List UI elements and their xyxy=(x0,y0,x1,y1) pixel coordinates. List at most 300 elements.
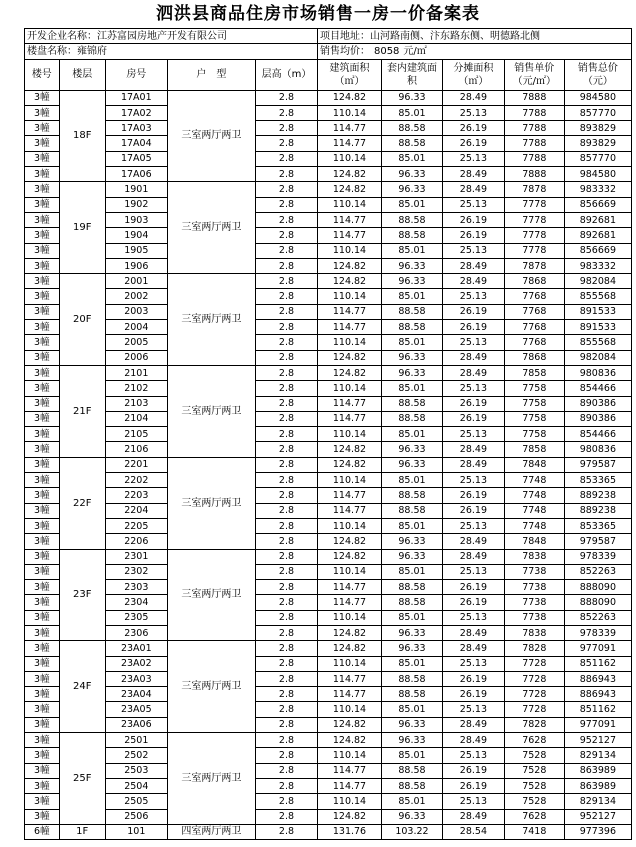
cell-gross-area: 114.77 xyxy=(317,671,381,686)
cell-height: 2.8 xyxy=(256,717,318,732)
cell-height: 2.8 xyxy=(256,365,318,380)
cell-building: 3幢 xyxy=(25,625,60,640)
cell-inner-area: 88.58 xyxy=(382,488,443,503)
cell-total-price: 890386 xyxy=(564,411,631,426)
table-row xyxy=(25,304,632,319)
header-row xyxy=(25,59,632,90)
cell-gross-area: 124.82 xyxy=(317,641,381,656)
cell-inner-area: 85.01 xyxy=(382,564,443,579)
cell-shared-area: 26.19 xyxy=(442,580,504,595)
cell-inner-area: 85.01 xyxy=(382,794,443,809)
cell-inner-area: 85.01 xyxy=(382,610,443,625)
cell-building: 3幢 xyxy=(25,350,60,365)
cell-shared-area: 26.19 xyxy=(442,212,504,227)
cell-inner-area: 85.01 xyxy=(382,518,443,533)
cell-unit-price: 7728 xyxy=(504,656,564,671)
cell-total-price: 829134 xyxy=(564,794,631,809)
cell-floor: 21F xyxy=(59,365,105,457)
cell-room: 2305 xyxy=(105,610,167,625)
cell-unit-price: 7768 xyxy=(504,304,564,319)
cell-building: 3幢 xyxy=(25,564,60,579)
cell-room: 2104 xyxy=(105,411,167,426)
cell-floor: 20F xyxy=(59,274,105,366)
cell-inner-area: 96.33 xyxy=(382,365,443,380)
table-row xyxy=(25,610,632,625)
cell-total-price: 982084 xyxy=(564,274,631,289)
cell-height: 2.8 xyxy=(256,778,318,793)
cell-unit-price: 7748 xyxy=(504,518,564,533)
cell-height: 2.8 xyxy=(256,304,318,319)
cell-height: 2.8 xyxy=(256,243,318,258)
cell-shared-area: 25.13 xyxy=(442,381,504,396)
table-row xyxy=(25,167,632,182)
cell-room: 2206 xyxy=(105,534,167,549)
cell-total-price: 891533 xyxy=(564,320,631,335)
cell-total-price: 856669 xyxy=(564,243,631,258)
cell-room: 1902 xyxy=(105,197,167,212)
cell-total-price: 893829 xyxy=(564,121,631,136)
cell-gross-area: 124.82 xyxy=(317,258,381,273)
cell-total-price: 979587 xyxy=(564,457,631,472)
cell-building: 3幢 xyxy=(25,381,60,396)
table-row xyxy=(25,748,632,763)
cell-building: 3幢 xyxy=(25,610,60,625)
table-row xyxy=(25,580,632,595)
cell-gross-area: 124.82 xyxy=(317,167,381,182)
cell-inner-area: 96.33 xyxy=(382,442,443,457)
cell-room: 23A06 xyxy=(105,717,167,732)
cell-room: 2102 xyxy=(105,381,167,396)
cell-gross-area: 110.14 xyxy=(317,656,381,671)
cell-shared-area: 28.54 xyxy=(442,824,504,839)
cell-unit-price: 7748 xyxy=(504,503,564,518)
cell-height: 2.8 xyxy=(256,212,318,227)
header-inner-area: 套内建筑面积 xyxy=(382,59,443,90)
cell-building: 3幢 xyxy=(25,534,60,549)
cell-shared-area: 28.49 xyxy=(442,274,504,289)
cell-total-price: 853365 xyxy=(564,518,631,533)
cell-total-price: 982084 xyxy=(564,350,631,365)
cell-shared-area: 28.49 xyxy=(442,258,504,273)
cell-inner-area: 88.58 xyxy=(382,121,443,136)
cell-shared-area: 25.13 xyxy=(442,151,504,166)
cell-total-price: 863989 xyxy=(564,763,631,778)
table-row xyxy=(25,687,632,702)
table-row xyxy=(25,381,632,396)
cell-room: 2503 xyxy=(105,763,167,778)
cell-building: 3幢 xyxy=(25,733,60,748)
table-row xyxy=(25,763,632,778)
cell-height: 2.8 xyxy=(256,518,318,533)
cell-gross-area: 114.77 xyxy=(317,580,381,595)
cell-height: 2.8 xyxy=(256,702,318,717)
cell-floor: 23F xyxy=(59,549,105,641)
cell-inner-area: 96.33 xyxy=(382,641,443,656)
cell-height: 2.8 xyxy=(256,549,318,564)
cell-room: 2502 xyxy=(105,748,167,763)
table-row xyxy=(25,212,632,227)
cell-shared-area: 26.19 xyxy=(442,595,504,610)
cell-gross-area: 114.77 xyxy=(317,136,381,151)
cell-gross-area: 124.82 xyxy=(317,274,381,289)
cell-gross-area: 110.14 xyxy=(317,105,381,120)
cell-total-price: 977091 xyxy=(564,641,631,656)
cell-inner-area: 103.22 xyxy=(382,824,443,839)
cell-building: 3幢 xyxy=(25,228,60,243)
table-row xyxy=(25,625,632,640)
cell-building: 3幢 xyxy=(25,365,60,380)
cell-unit-price: 7848 xyxy=(504,534,564,549)
cell-floor: 24F xyxy=(59,641,105,733)
cell-unit-price: 7878 xyxy=(504,258,564,273)
cell-gross-area: 124.82 xyxy=(317,350,381,365)
cell-inner-area: 96.33 xyxy=(382,457,443,472)
cell-gross-area: 124.82 xyxy=(317,733,381,748)
cell-shared-area: 25.13 xyxy=(442,473,504,488)
cell-unit-price: 7738 xyxy=(504,564,564,579)
cell-shared-area: 28.49 xyxy=(442,182,504,197)
cell-shared-area: 26.19 xyxy=(442,320,504,335)
cell-unit-price: 7888 xyxy=(504,167,564,182)
cell-gross-area: 114.77 xyxy=(317,228,381,243)
cell-total-price: 978339 xyxy=(564,549,631,564)
cell-total-price: 856669 xyxy=(564,197,631,212)
cell-unit-price: 7758 xyxy=(504,411,564,426)
cell-building: 3幢 xyxy=(25,243,60,258)
cell-total-price: 983332 xyxy=(564,182,631,197)
cell-room: 1906 xyxy=(105,258,167,273)
cell-height: 2.8 xyxy=(256,534,318,549)
cell-unit-price: 7628 xyxy=(504,809,564,824)
cell-building: 3幢 xyxy=(25,411,60,426)
cell-total-price: 952127 xyxy=(564,809,631,824)
cell-gross-area: 114.77 xyxy=(317,121,381,136)
table-row xyxy=(25,518,632,533)
cell-total-price: 984580 xyxy=(564,90,631,105)
info-row-1 xyxy=(25,29,632,44)
cell-height: 2.8 xyxy=(256,396,318,411)
cell-height: 2.8 xyxy=(256,442,318,457)
cell-total-price: 857770 xyxy=(564,105,631,120)
header-gross-area: 建筑面积（㎡） xyxy=(317,59,381,90)
cell-unit-price: 7748 xyxy=(504,488,564,503)
cell-gross-area: 124.82 xyxy=(317,365,381,380)
cell-unit-price: 7728 xyxy=(504,687,564,702)
cell-building: 3幢 xyxy=(25,167,60,182)
table-row xyxy=(25,717,632,732)
table-row xyxy=(25,121,632,136)
cell-inner-area: 85.01 xyxy=(382,243,443,258)
cell-layout: 三室两厅两卫 xyxy=(167,457,255,549)
cell-layout: 三室两厅两卫 xyxy=(167,274,255,366)
cell-inner-area: 88.58 xyxy=(382,228,443,243)
cell-layout: 三室两厅两卫 xyxy=(167,733,255,825)
table-row xyxy=(25,396,632,411)
cell-height: 2.8 xyxy=(256,90,318,105)
cell-building: 3幢 xyxy=(25,274,60,289)
cell-height: 2.8 xyxy=(256,687,318,702)
cell-building: 3幢 xyxy=(25,427,60,442)
cell-unit-price: 7778 xyxy=(504,243,564,258)
cell-height: 2.8 xyxy=(256,794,318,809)
cell-height: 2.8 xyxy=(256,671,318,686)
cell-gross-area: 114.77 xyxy=(317,396,381,411)
table-row xyxy=(25,151,632,166)
cell-building: 3幢 xyxy=(25,136,60,151)
cell-total-price: 892681 xyxy=(564,228,631,243)
cell-room: 1903 xyxy=(105,212,167,227)
cell-unit-price: 7758 xyxy=(504,381,564,396)
cell-floor: 19F xyxy=(59,182,105,274)
cell-gross-area: 114.77 xyxy=(317,304,381,319)
cell-layout: 三室两厅两卫 xyxy=(167,365,255,457)
table-row xyxy=(25,350,632,365)
cell-layout: 三室两厅两卫 xyxy=(167,641,255,733)
cell-unit-price: 7778 xyxy=(504,228,564,243)
cell-layout: 三室两厅两卫 xyxy=(167,182,255,274)
cell-gross-area: 114.77 xyxy=(317,320,381,335)
cell-height: 2.8 xyxy=(256,503,318,518)
cell-building: 6幢 xyxy=(25,824,60,839)
cell-building: 3幢 xyxy=(25,656,60,671)
cell-total-price: 893829 xyxy=(564,136,631,151)
cell-room: 2501 xyxy=(105,733,167,748)
cell-total-price: 855568 xyxy=(564,335,631,350)
cell-shared-area: 28.49 xyxy=(442,442,504,457)
cell-inner-area: 96.33 xyxy=(382,733,443,748)
cell-inner-area: 88.58 xyxy=(382,595,443,610)
cell-gross-area: 110.14 xyxy=(317,243,381,258)
cell-building: 3幢 xyxy=(25,258,60,273)
cell-total-price: 977091 xyxy=(564,717,631,732)
cell-height: 2.8 xyxy=(256,289,318,304)
table-row xyxy=(25,243,632,258)
table-row xyxy=(25,473,632,488)
cell-inner-area: 85.01 xyxy=(382,381,443,396)
table-row xyxy=(25,534,632,549)
header-floor: 楼层 xyxy=(59,59,105,90)
cell-inner-area: 85.01 xyxy=(382,427,443,442)
cell-total-price: 889238 xyxy=(564,488,631,503)
cell-gross-area: 110.14 xyxy=(317,197,381,212)
table-row xyxy=(25,656,632,671)
cell-building: 3幢 xyxy=(25,794,60,809)
header-room: 房号 xyxy=(105,59,167,90)
cell-height: 2.8 xyxy=(256,733,318,748)
cell-height: 2.8 xyxy=(256,824,318,839)
cell-total-price: 890386 xyxy=(564,396,631,411)
cell-unit-price: 7748 xyxy=(504,473,564,488)
cell-total-price: 977396 xyxy=(564,824,631,839)
cell-shared-area: 28.49 xyxy=(442,625,504,640)
cell-total-price: 829134 xyxy=(564,748,631,763)
cell-shared-area: 26.19 xyxy=(442,396,504,411)
cell-gross-area: 124.82 xyxy=(317,182,381,197)
cell-room: 17A01 xyxy=(105,90,167,105)
cell-room: 2505 xyxy=(105,794,167,809)
cell-layout: 四室两厅两卫 xyxy=(167,824,255,839)
cell-shared-area: 26.19 xyxy=(442,411,504,426)
cell-gross-area: 110.14 xyxy=(317,427,381,442)
cell-shared-area: 28.49 xyxy=(442,350,504,365)
header-total-price: 销售总价（元） xyxy=(564,59,631,90)
cell-building: 3幢 xyxy=(25,105,60,120)
average-price xyxy=(317,44,631,59)
cell-building: 3幢 xyxy=(25,90,60,105)
cell-shared-area: 28.49 xyxy=(442,457,504,472)
cell-gross-area: 110.14 xyxy=(317,289,381,304)
cell-unit-price: 7788 xyxy=(504,136,564,151)
project-address: 项目地址：山河路南侧、汴东路东侧、明德路北侧 xyxy=(317,29,631,44)
cell-room: 2506 xyxy=(105,809,167,824)
cell-gross-area: 110.14 xyxy=(317,610,381,625)
cell-shared-area: 25.13 xyxy=(442,748,504,763)
cell-inner-area: 96.33 xyxy=(382,809,443,824)
cell-room: 2005 xyxy=(105,335,167,350)
cell-height: 2.8 xyxy=(256,595,318,610)
cell-room: 2204 xyxy=(105,503,167,518)
cell-unit-price: 7788 xyxy=(504,151,564,166)
cell-floor: 22F xyxy=(59,457,105,549)
cell-height: 2.8 xyxy=(256,320,318,335)
cell-total-price: 978339 xyxy=(564,625,631,640)
cell-room: 17A06 xyxy=(105,167,167,182)
table-row xyxy=(25,457,632,472)
cell-inner-area: 96.33 xyxy=(382,717,443,732)
cell-room: 2304 xyxy=(105,595,167,610)
cell-shared-area: 28.49 xyxy=(442,534,504,549)
header-height: 层高（m） xyxy=(256,59,318,90)
cell-shared-area: 25.13 xyxy=(442,427,504,442)
cell-height: 2.8 xyxy=(256,473,318,488)
cell-building: 3幢 xyxy=(25,778,60,793)
cell-room: 1904 xyxy=(105,228,167,243)
cell-building: 3幢 xyxy=(25,197,60,212)
cell-shared-area: 28.49 xyxy=(442,809,504,824)
cell-unit-price: 7738 xyxy=(504,595,564,610)
table-row xyxy=(25,641,632,656)
cell-room: 1901 xyxy=(105,182,167,197)
cell-total-price: 852263 xyxy=(564,564,631,579)
cell-inner-area: 85.01 xyxy=(382,656,443,671)
cell-height: 2.8 xyxy=(256,335,318,350)
cell-total-price: 952127 xyxy=(564,733,631,748)
cell-total-price: 855568 xyxy=(564,289,631,304)
cell-room: 1905 xyxy=(105,243,167,258)
cell-room: 2103 xyxy=(105,396,167,411)
cell-gross-area: 110.14 xyxy=(317,151,381,166)
cell-shared-area: 28.49 xyxy=(442,717,504,732)
cell-height: 2.8 xyxy=(256,809,318,824)
cell-height: 2.8 xyxy=(256,274,318,289)
cell-unit-price: 7858 xyxy=(504,442,564,457)
cell-unit-price: 7768 xyxy=(504,335,564,350)
cell-building: 3幢 xyxy=(25,763,60,778)
table-row xyxy=(25,411,632,426)
cell-inner-area: 96.33 xyxy=(382,182,443,197)
cell-unit-price: 7788 xyxy=(504,121,564,136)
table-row xyxy=(25,335,632,350)
cell-unit-price: 7878 xyxy=(504,182,564,197)
table-row xyxy=(25,258,632,273)
cell-height: 2.8 xyxy=(256,167,318,182)
cell-building: 3幢 xyxy=(25,671,60,686)
cell-shared-area: 28.49 xyxy=(442,733,504,748)
cell-height: 2.8 xyxy=(256,182,318,197)
cell-unit-price: 7528 xyxy=(504,748,564,763)
table-row xyxy=(25,824,632,839)
cell-gross-area: 110.14 xyxy=(317,564,381,579)
cell-height: 2.8 xyxy=(256,625,318,640)
cell-height: 2.8 xyxy=(256,580,318,595)
cell-gross-area: 124.82 xyxy=(317,717,381,732)
cell-unit-price: 7778 xyxy=(504,212,564,227)
cell-unit-price: 7738 xyxy=(504,580,564,595)
cell-gross-area: 110.14 xyxy=(317,518,381,533)
cell-room: 2201 xyxy=(105,457,167,472)
cell-inner-area: 85.01 xyxy=(382,335,443,350)
cell-building: 3幢 xyxy=(25,595,60,610)
cell-total-price: 886943 xyxy=(564,687,631,702)
cell-shared-area: 28.49 xyxy=(442,90,504,105)
cell-room: 2302 xyxy=(105,564,167,579)
table-row xyxy=(25,671,632,686)
cell-room: 2004 xyxy=(105,320,167,335)
cell-total-price: 888090 xyxy=(564,595,631,610)
table-row xyxy=(25,90,632,105)
table-row xyxy=(25,549,632,564)
table-row xyxy=(25,702,632,717)
developer-name: 开发企业名称：江苏富园房地产开发有限公司 xyxy=(25,29,318,44)
cell-height: 2.8 xyxy=(256,121,318,136)
cell-gross-area: 114.77 xyxy=(317,488,381,503)
cell-inner-area: 85.01 xyxy=(382,197,443,212)
cell-gross-area: 110.14 xyxy=(317,473,381,488)
table-row xyxy=(25,427,632,442)
cell-floor: 25F xyxy=(59,733,105,825)
project-name: 楼盘名称：雍锦府 xyxy=(25,44,318,59)
cell-floor: 18F xyxy=(59,90,105,182)
cell-unit-price: 7758 xyxy=(504,396,564,411)
cell-gross-area: 114.77 xyxy=(317,212,381,227)
cell-inner-area: 85.01 xyxy=(382,748,443,763)
cell-shared-area: 26.19 xyxy=(442,304,504,319)
cell-unit-price: 7858 xyxy=(504,365,564,380)
cell-inner-area: 96.33 xyxy=(382,167,443,182)
cell-building: 3幢 xyxy=(25,335,60,350)
table-row xyxy=(25,488,632,503)
cell-building: 3幢 xyxy=(25,488,60,503)
cell-height: 2.8 xyxy=(256,656,318,671)
cell-room: 23A01 xyxy=(105,641,167,656)
cell-room: 2106 xyxy=(105,442,167,457)
cell-unit-price: 7838 xyxy=(504,549,564,564)
table-row xyxy=(25,564,632,579)
cell-inner-area: 88.58 xyxy=(382,396,443,411)
cell-total-price: 854466 xyxy=(564,381,631,396)
cell-gross-area: 124.82 xyxy=(317,625,381,640)
cell-gross-area: 110.14 xyxy=(317,335,381,350)
header-unit-price: 销售单价（元/㎡） xyxy=(504,59,564,90)
cell-unit-price: 7528 xyxy=(504,763,564,778)
cell-floor: 1F xyxy=(59,824,105,839)
cell-shared-area: 26.19 xyxy=(442,763,504,778)
table-row xyxy=(25,136,632,151)
cell-unit-price: 7628 xyxy=(504,733,564,748)
cell-inner-area: 85.01 xyxy=(382,289,443,304)
cell-unit-price: 7728 xyxy=(504,671,564,686)
cell-shared-area: 26.19 xyxy=(442,503,504,518)
